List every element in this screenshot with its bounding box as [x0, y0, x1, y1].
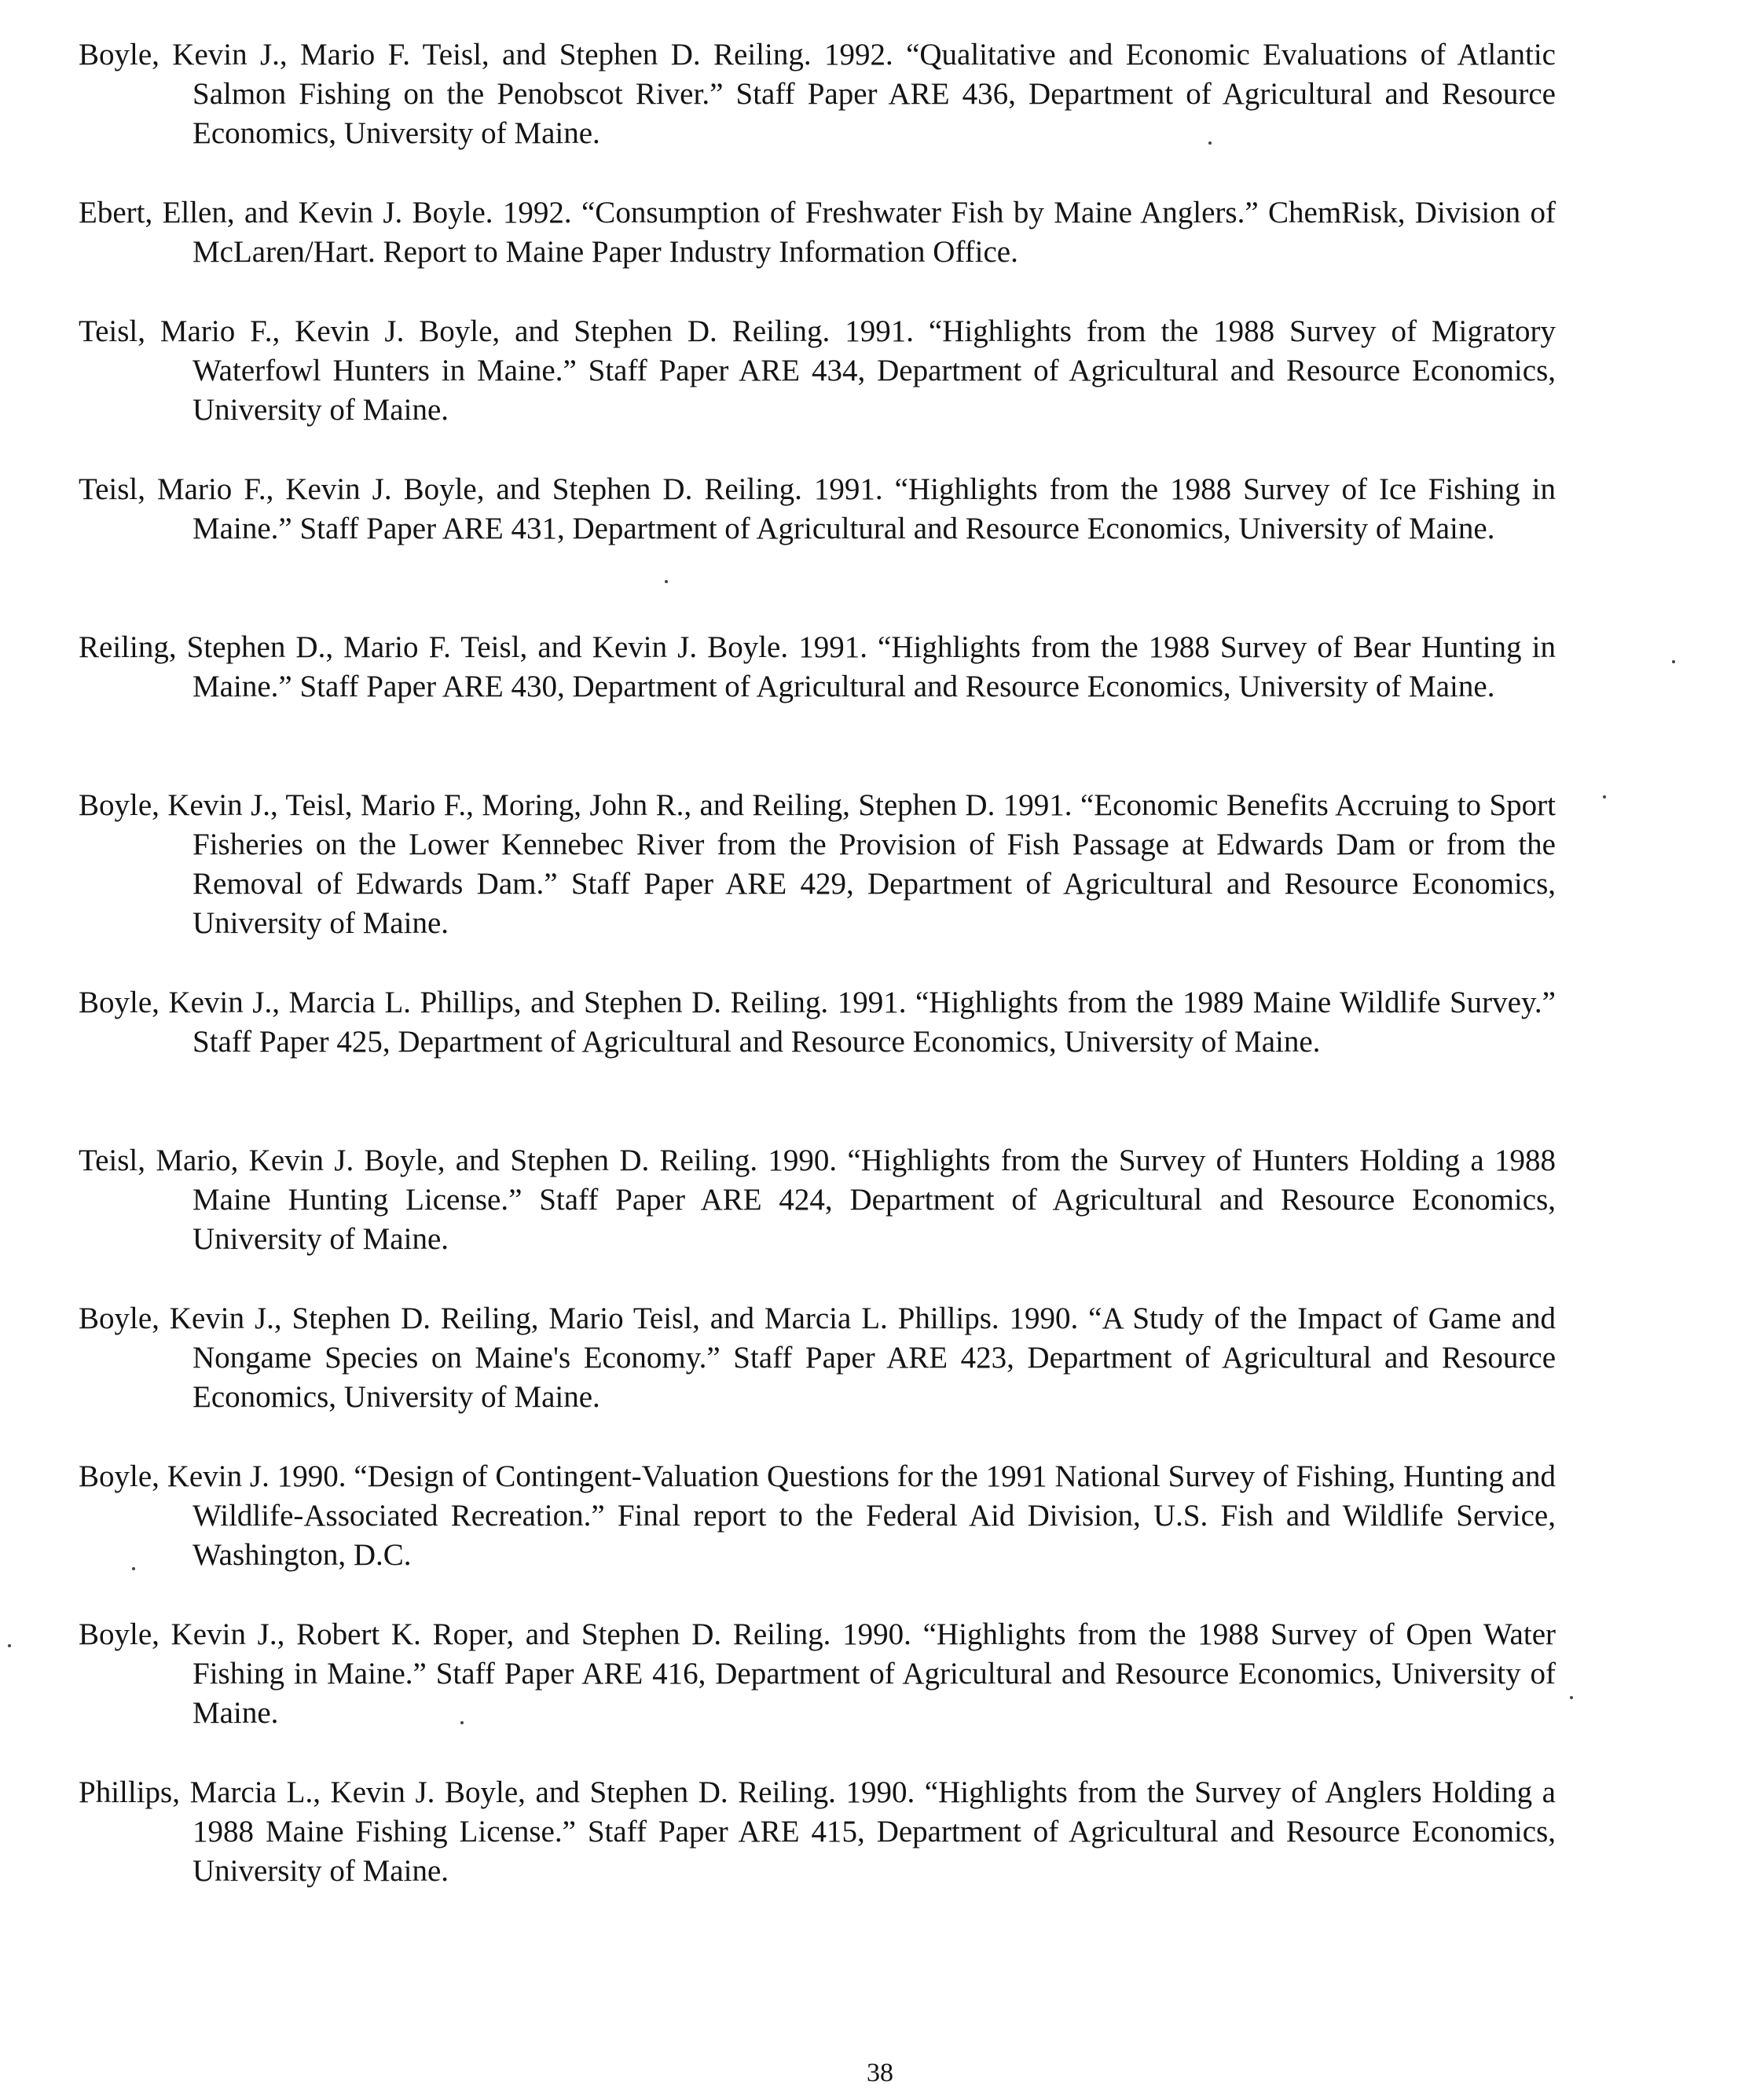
reference-entry: Reiling, Stephen D., Mario F. Teisl, and Kevin J. Boyle. 1991. “Highlights from the 1988 Survey of Bear Hunting in Maine.” Staff Paper ARE 430, Department of Agricultural and Resource Economics, University of Maine.	[79, 630, 1556, 703]
scan-speck	[1570, 1696, 1573, 1699]
reference-entry: Boyle, Kevin J., Marcia L. Phillips, and Stephen D. Reiling. 1991. “Highlights from the 1989 Maine Wildlife Survey.” Staff Paper 425, Department of Agricultural and Resource Economics, University of Maine.	[79, 986, 1556, 1059]
scan-speck	[1208, 141, 1212, 145]
reference-entry: Teisl, Mario F., Kevin J. Boyle, and Stephen D. Reiling. 1991. “Highlights from the 1988 Survey of Migratory Waterfowl Hunters in Maine.” Staff Paper ARE 434, Department of Agricultural and Resource Economics, University of Maine.	[79, 314, 1556, 427]
reference-entry: Boyle, Kevin J., Teisl, Mario F., Moring, John R., and Reiling, Stephen D. 1991. “Economic Benefits Accruing to Sport Fisheries on the Lower Kennebec River from the Provision of Fish Passage at Edwards Dam or from the Removal of Edwards Dam.” Staff Paper ARE 429, Department of Agricultural and Resource Economics, University of Maine.	[79, 788, 1556, 940]
reference-entry: Ebert, Ellen, and Kevin J. Boyle. 1992. “Consumption of Freshwater Fish by Maine Anglers.” ChemRisk, Division of McLaren/Hart. Report to Maine Paper Industry Information Office.	[79, 196, 1556, 269]
scan-speck	[1672, 660, 1675, 663]
reference-entry: Teisl, Mario F., Kevin J. Boyle, and Stephen D. Reiling. 1991. “Highlights from the 1988 Survey of Ice Fishing in Maine.” Staff Paper ARE 431, Department of Agricultural and Resource Economics, University of Maine.	[79, 472, 1556, 545]
reference-entry: Teisl, Mario, Kevin J. Boyle, and Stephen D. Reiling. 1990. “Highlights from the Survey of Hunters Holding a 1988 Maine Hunting License.” Staff Paper ARE 424, Department of Agricultural and Resource Economics, University of Maine.	[79, 1144, 1556, 1256]
reference-entry: Boyle, Kevin J., Robert K. Roper, and Stephen D. Reiling. 1990. “Highlights from the 1988 Survey of Open Water Fishing in Maine.” Staff Paper ARE 416, Department of Agricultural and Resource Economics, University of Maine.	[79, 1617, 1556, 1730]
reference-entry: Boyle, Kevin J. 1990. “Design of Contingent-Valuation Questions for the 1991 National Survey of Fishing, Hunting and Wildlife-Associated Recreation.” Final report to the Federal Aid Division, U.S. Fish and Wildlife Service, Washington, D.C.	[79, 1459, 1556, 1572]
page-number: 38	[867, 2058, 893, 2087]
reference-entry: Boyle, Kevin J., Stephen D. Reiling, Mario Teisl, and Marcia L. Phillips. 1990. “A Study of the Impact of Game and Nongame Species on Maine's Economy.” Staff Paper ARE 423, Department of Agricultural and Resource Economics, University of Maine.	[79, 1301, 1556, 1414]
scan-speck	[665, 580, 668, 583]
scan-speck	[460, 1721, 464, 1724]
reference-entry: Phillips, Marcia L., Kevin J. Boyle, and Stephen D. Reiling. 1990. “Highlights from the Survey of Anglers Holding a 1988 Maine Fishing License.” Staff Paper ARE 415, Department of Agricultural and Resource Economics, University of Maine.	[79, 1775, 1556, 1888]
reference-entry: Boyle, Kevin J., Mario F. Teisl, and Stephen D. Reiling. 1992. “Qualitative and Economic Evaluations of Atlantic Salmon Fishing on the Penobscot River.” Staff Paper ARE 436, Department of Agricultural and Resource Economics, University of Maine.	[79, 38, 1556, 150]
scan-speck	[8, 1644, 11, 1647]
scan-speck	[132, 1567, 135, 1570]
scan-speck	[1603, 795, 1606, 799]
